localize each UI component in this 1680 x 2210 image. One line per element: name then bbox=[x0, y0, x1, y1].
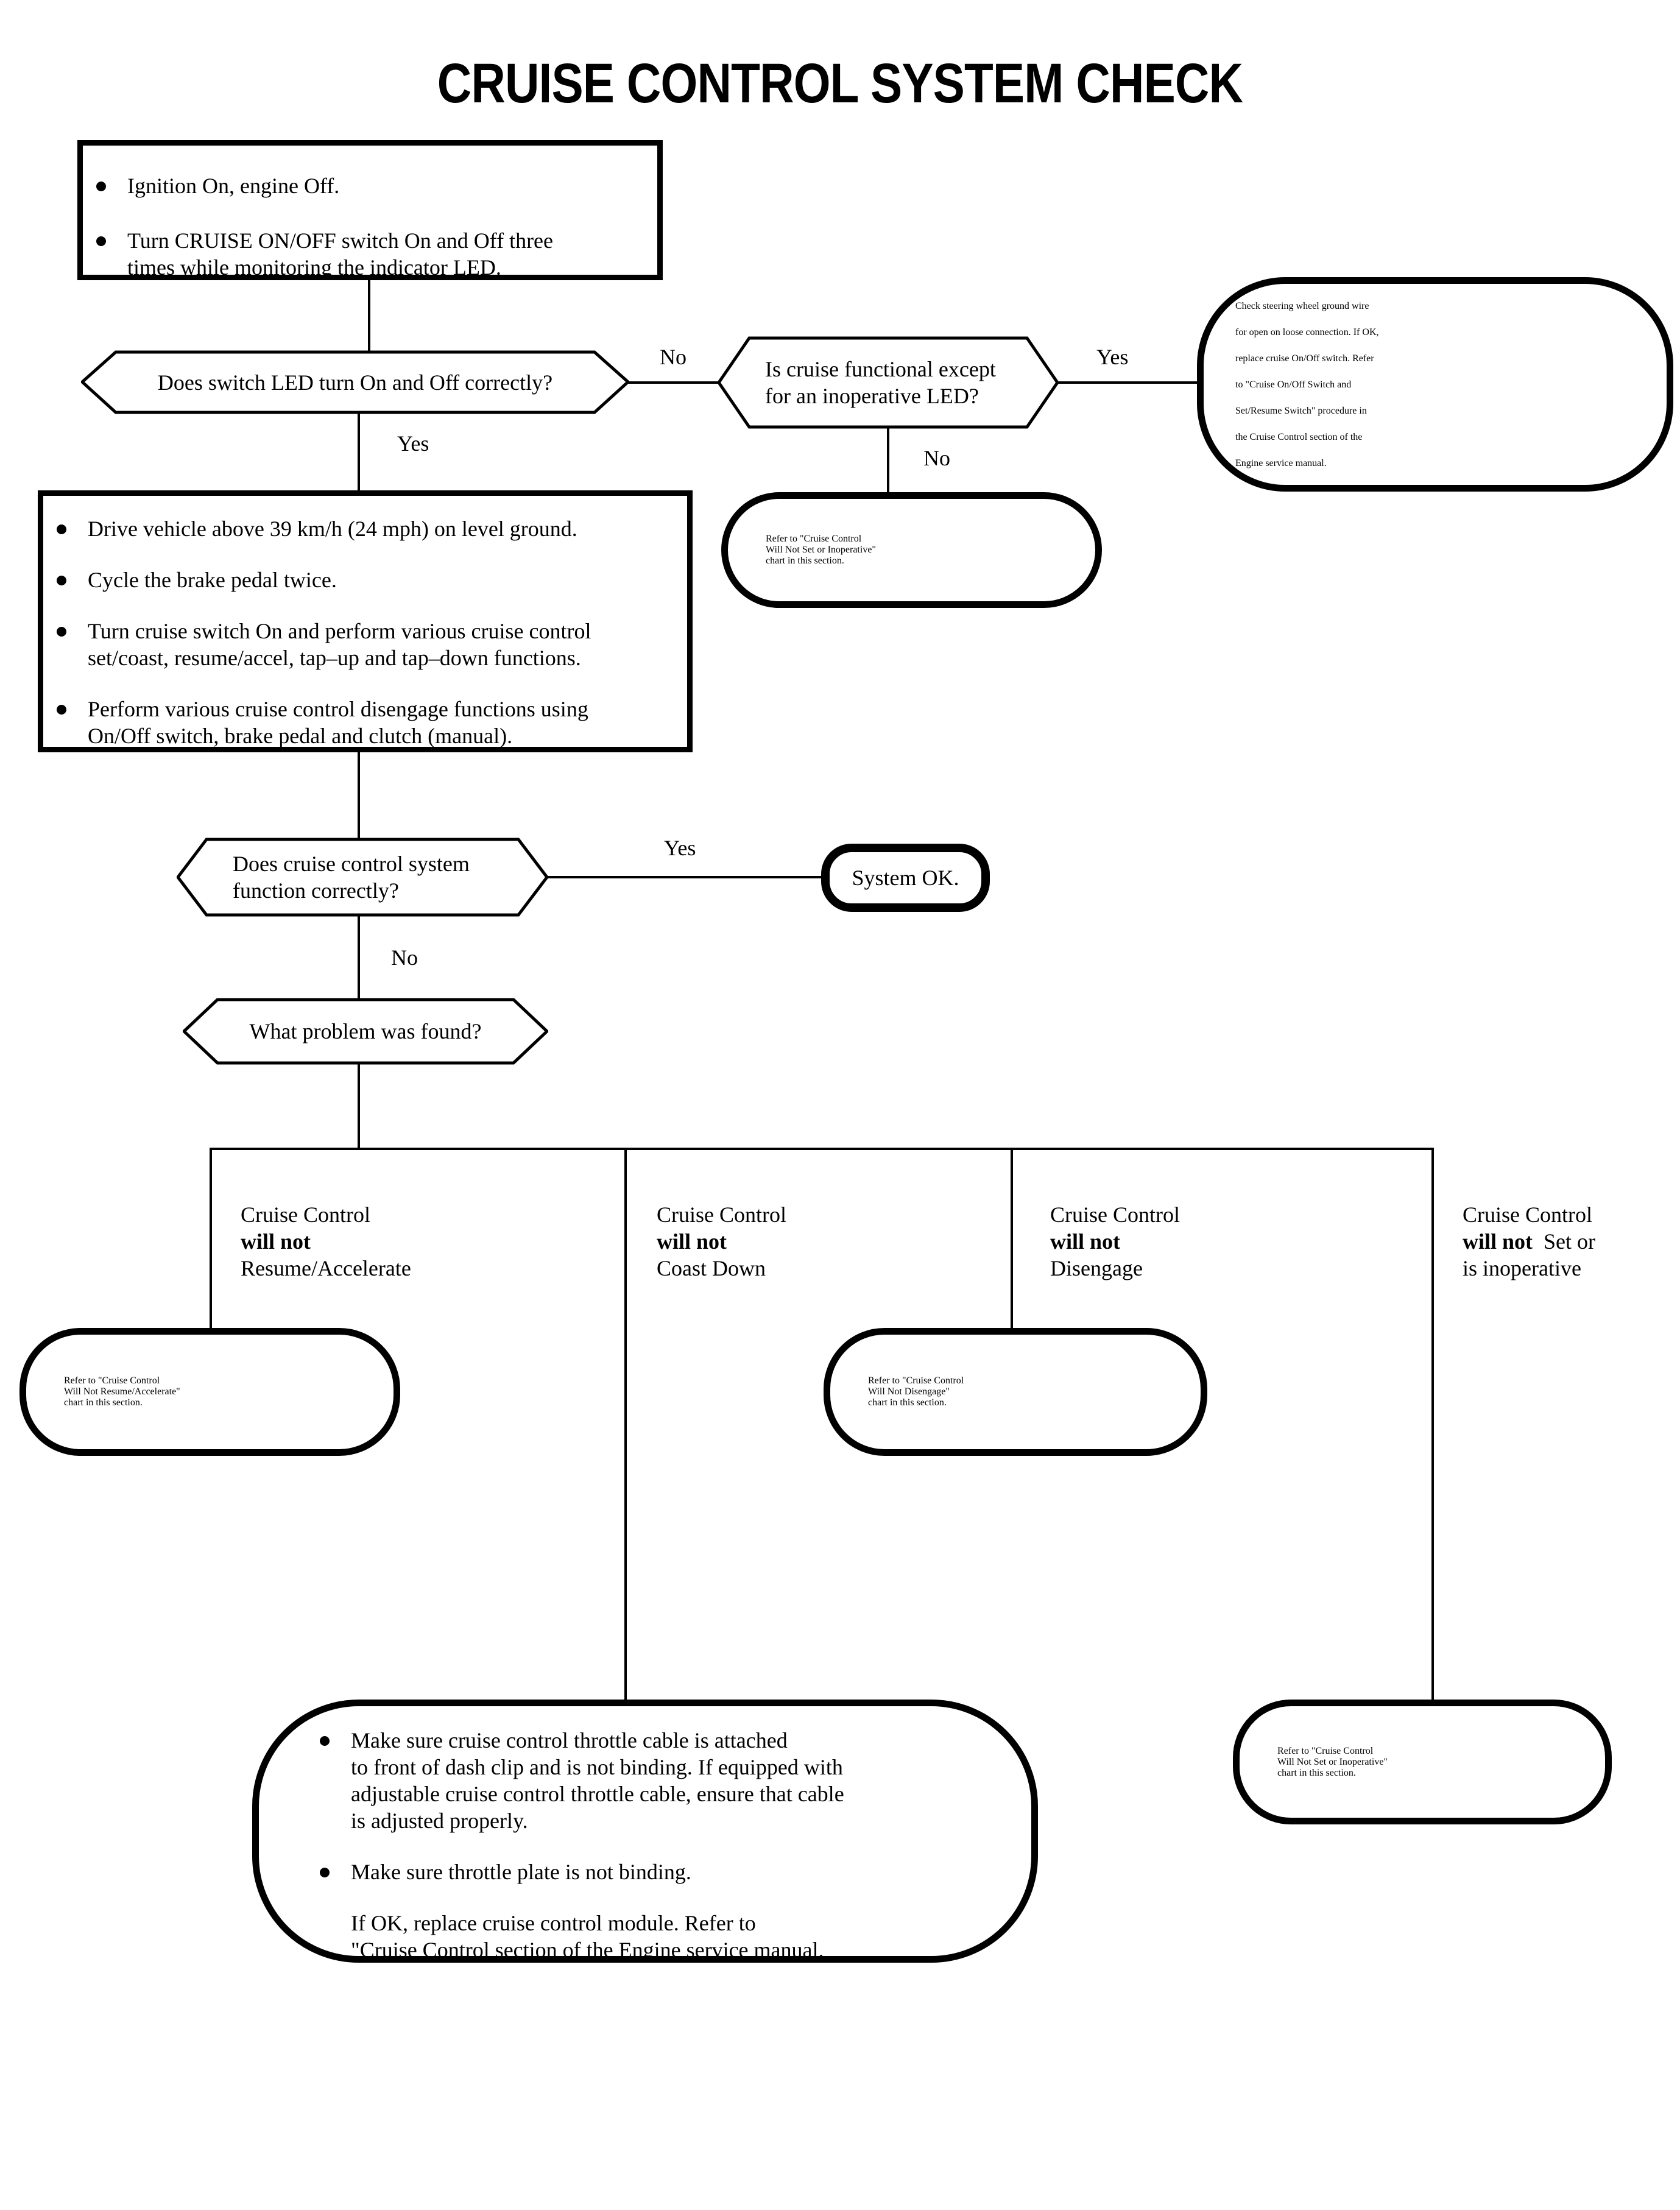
throttle-bullet-1-line-4: is adjusted properly. bbox=[351, 1809, 528, 1833]
list-item bbox=[320, 1859, 1019, 1885]
steering-box-line: the Cruise Control section of the bbox=[1235, 431, 1363, 442]
drive-bullet-4-line-1: Perform various cruise control disengage functions using bbox=[88, 697, 588, 721]
branch-line-1: Cruise Control bbox=[241, 1202, 370, 1227]
decision-switch-led-text: Does switch LED turn On and Off correctly? bbox=[157, 370, 553, 395]
refer-box-line: chart in this section. bbox=[1277, 1767, 1356, 1778]
connector-led-yes bbox=[358, 413, 360, 492]
refer-box-line: Will Not Set or Inoperative" bbox=[1277, 1756, 1388, 1767]
list-item bbox=[96, 172, 639, 199]
list-item bbox=[96, 227, 639, 281]
branch-bus-line bbox=[211, 1148, 1434, 1150]
connector-drive-to-function-decision bbox=[358, 751, 360, 839]
connector-function-yes bbox=[547, 876, 824, 878]
refer-box-line: Will Not Disengage" bbox=[868, 1386, 950, 1397]
bullet-icon bbox=[320, 1868, 330, 1877]
throttle-note-line-1: If OK, replace cruise control module. Refer to bbox=[351, 1911, 756, 1935]
no-label: No bbox=[391, 945, 418, 970]
connector-function-no bbox=[358, 916, 360, 1000]
no-label: No bbox=[660, 345, 686, 369]
list-item bbox=[57, 515, 675, 542]
branch-after-bold: Set or bbox=[1533, 1229, 1596, 1254]
refer-box-line: Will Not Resume/Accelerate" bbox=[64, 1386, 180, 1397]
refer-resume-accelerate-box bbox=[19, 1328, 400, 1456]
connector-functional-yes bbox=[1057, 381, 1200, 384]
yes-label: Yes bbox=[664, 836, 696, 860]
decision-system-function bbox=[177, 838, 548, 917]
throttle-bullet-1-line-1: Make sure cruise control throttle cable is attached bbox=[351, 1728, 788, 1753]
list-item bbox=[57, 567, 675, 593]
bullet-icon bbox=[320, 1736, 330, 1746]
drive-bullet-4-line-2: On/Off switch, brake pedal and clutch (manual). bbox=[88, 724, 513, 748]
list-item bbox=[320, 1727, 1019, 1834]
system-ok-box bbox=[821, 844, 990, 912]
throttle-bullet-2: Make sure throttle plate is not binding. bbox=[351, 1860, 691, 1884]
start-bullet-2-line-1: Turn CRUISE ON/OFF switch On and Off three bbox=[127, 228, 554, 253]
no-label: No bbox=[923, 446, 950, 470]
branch-line-3: Coast Down bbox=[657, 1256, 766, 1280]
connector-led-no bbox=[627, 381, 719, 384]
refer-box-line: Refer to "Cruise Control bbox=[1277, 1745, 1374, 1756]
refer-box-line: Refer to "Cruise Control bbox=[868, 1375, 964, 1386]
steering-box-line: Set/Resume Switch" procedure in bbox=[1235, 405, 1367, 416]
refer-box-line: Refer to "Cruise Control bbox=[766, 534, 862, 544]
drive-bullet-1: Drive vehicle above 39 km/h (24 mph) on level ground. bbox=[88, 517, 577, 541]
list-item bbox=[57, 696, 675, 749]
start-bullet-1: Ignition On, engine Off. bbox=[127, 174, 340, 198]
throttle-bullet-1-line-2: to front of dash clip and is not binding. If equipped with bbox=[351, 1755, 843, 1779]
branch-bold: will not bbox=[241, 1229, 311, 1254]
decision-system-function-line-1: Does cruise control system bbox=[233, 852, 470, 876]
decision-switch-led bbox=[81, 350, 629, 414]
branch-line-disengage bbox=[1011, 1148, 1013, 1330]
decision-what-problem-text: What problem was found? bbox=[249, 1019, 482, 1043]
start-instructions-box bbox=[77, 140, 663, 280]
branch-line-1: Cruise Control bbox=[657, 1202, 786, 1227]
branch-label-coast bbox=[657, 1201, 786, 1282]
steering-box-line: replace cruise On/Off switch. Refer bbox=[1235, 353, 1374, 364]
decision-cruise-functional-line-2: for an inoperative LED? bbox=[765, 384, 979, 408]
branch-line-coast bbox=[624, 1148, 627, 1702]
throttle-cable-box bbox=[252, 1700, 1038, 1963]
bullet-icon bbox=[57, 576, 66, 585]
decision-cruise-functional bbox=[718, 336, 1059, 429]
steering-ground-wire-box bbox=[1197, 277, 1673, 492]
branch-line-3: Disengage bbox=[1050, 1256, 1143, 1280]
refer-box-line: chart in this section. bbox=[868, 1397, 947, 1408]
branch-line-resume bbox=[210, 1148, 212, 1330]
system-ok-text: System OK. bbox=[852, 866, 959, 890]
branch-line-1: Cruise Control bbox=[1463, 1202, 1592, 1227]
branch-line-1: Cruise Control bbox=[1050, 1202, 1180, 1227]
steering-box-line: for open on loose connection. If OK, bbox=[1235, 327, 1379, 337]
refer-box-line: Refer to "Cruise Control bbox=[64, 1375, 160, 1386]
steering-box-line: Engine service manual. bbox=[1235, 457, 1327, 468]
throttle-note bbox=[351, 1910, 1019, 1963]
drive-bullet-3-line-1: Turn cruise switch On and perform various cruise control bbox=[88, 619, 591, 643]
branch-line-3: is inoperative bbox=[1463, 1256, 1581, 1280]
bullet-icon bbox=[57, 627, 66, 637]
bullet-icon bbox=[57, 705, 66, 715]
branch-bold: will not bbox=[1463, 1229, 1533, 1254]
connector-problem-stem bbox=[358, 1064, 360, 1149]
throttle-bullet-1-line-3: adjustable cruise control throttle cable, ensure that cable bbox=[351, 1782, 844, 1806]
branch-label-set-inoperative bbox=[1463, 1201, 1595, 1282]
bullet-icon bbox=[57, 524, 66, 534]
list-item bbox=[57, 618, 675, 671]
branch-bold: will not bbox=[657, 1229, 727, 1254]
start-bullet-2-line-2: times while monitoring the indicator LED. bbox=[127, 255, 501, 280]
refer-disengage-box bbox=[824, 1328, 1207, 1456]
refer-set-inoperative-box bbox=[721, 492, 1102, 608]
steering-box-line: to "Cruise On/Off Switch and bbox=[1235, 379, 1352, 390]
refer-box-line: chart in this section. bbox=[766, 556, 844, 566]
decision-what-problem bbox=[183, 998, 548, 1065]
page-title: CRUISE CONTROL SYSTEM CHECK bbox=[437, 52, 1243, 115]
refer-box-line: chart in this section. bbox=[64, 1397, 143, 1408]
yes-label: Yes bbox=[397, 431, 429, 456]
yes-label: Yes bbox=[1096, 345, 1129, 369]
decision-system-function-line-2: function correctly? bbox=[233, 878, 399, 903]
throttle-note-line-2: "Cruise Control section of the Engine service manual. bbox=[351, 1938, 824, 1962]
refer-box-line: Will Not Set or Inoperative" bbox=[766, 545, 876, 555]
branch-label-resume bbox=[241, 1201, 411, 1282]
connector-start-to-led-decision bbox=[368, 279, 370, 352]
decision-cruise-functional-line-1: Is cruise functional except bbox=[765, 357, 996, 381]
branch-label-disengage bbox=[1050, 1201, 1180, 1282]
branch-line-3: Resume/Accelerate bbox=[241, 1256, 411, 1280]
drive-test-box bbox=[38, 490, 693, 752]
refer-set-inoperative-box-2 bbox=[1233, 1700, 1612, 1824]
branch-bold: will not bbox=[1050, 1229, 1121, 1254]
steering-box-line: Check steering wheel ground wire bbox=[1235, 300, 1369, 311]
branch-line-set-inop bbox=[1431, 1148, 1434, 1702]
drive-bullet-3-line-2: set/coast, resume/accel, tap–up and tap–down functions. bbox=[88, 646, 581, 670]
connector-functional-no bbox=[887, 428, 889, 495]
bullet-icon bbox=[96, 182, 106, 191]
bullet-icon bbox=[96, 236, 106, 246]
drive-bullet-2: Cycle the brake pedal twice. bbox=[88, 568, 337, 592]
